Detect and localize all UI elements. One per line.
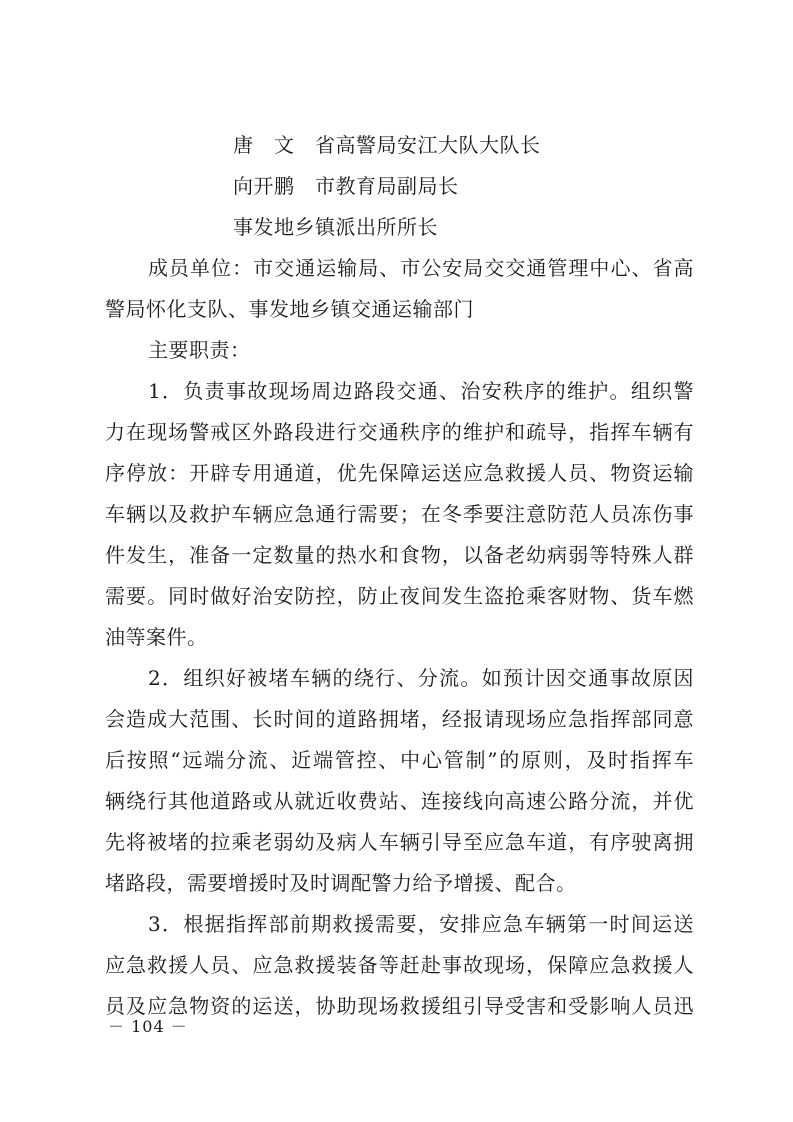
item2-line-3: 后按照“远端分流、近端管控、中心管制”的原则，及时指挥车 bbox=[105, 748, 694, 772]
item2-line-4: 辆绕行其他道路或从就近收费站、连接线向高速公路分流，并优 bbox=[105, 789, 694, 813]
leader-line-2: 向开鹏 市教育局副局长 bbox=[233, 174, 459, 198]
item2-line-5: 先将被堵的拉乘老弱幼及病人车辆引导至应急车道，有序驶离拥 bbox=[105, 830, 694, 854]
item3-line-3: 员及应急物资的运送，协助现场救援组引导受害和受影响人员迅 bbox=[105, 994, 694, 1018]
item3-line-2: 应急救援人员、应急救援装备等赶赴事故现场，保障应急救援人 bbox=[105, 953, 694, 977]
member-units-line-2: 警局怀化支队、事发地乡镇交通运输部门 bbox=[105, 297, 474, 321]
item1-line-1: 1．负责事故现场周边路段交通、治安秩序的维护。组织警 bbox=[148, 379, 694, 403]
item1-line-3: 序停放：开辟专用通道，优先保障运送应急救援人员、物资运输 bbox=[105, 461, 694, 485]
item1-line-4: 车辆以及救护车辆应急通行需要；在冬季要注意防范人员冻伤事 bbox=[105, 502, 694, 526]
item2-line-1: 2．组织好被堵车辆的绕行、分流。如预计因交通事故原因 bbox=[148, 666, 694, 690]
item3-line-1: 3．根据指挥部前期救援需要，安排应急车辆第一时间运送 bbox=[148, 912, 694, 936]
item2-line-2: 会造成大范围、长时间的道路拥堵，经报请现场应急指挥部同意 bbox=[105, 707, 694, 731]
item1-line-5: 件发生，准备一定数量的热水和食物，以备老幼病弱等特殊人群 bbox=[105, 543, 694, 567]
item1-line-7: 油等案件。 bbox=[105, 625, 208, 649]
member-units-line-1: 成员单位：市交通运输局、市公安局交交通管理中心、省高 bbox=[148, 256, 694, 280]
item1-line-6: 需要。同时做好治安防控，防止夜间发生盗抢乘客财物、货车燃 bbox=[105, 584, 694, 608]
item2-line-6: 堵路段，需要增援时及时调配警力给予增援、配合。 bbox=[105, 871, 577, 895]
page-number: － 104 － bbox=[108, 1017, 188, 1036]
duties-heading: 主要职责： bbox=[148, 338, 251, 362]
item1-line-2: 力在现场警戒区外路段进行交通秩序的维护和疏导，指挥车辆有 bbox=[105, 420, 694, 444]
leader-line-1: 唐 文 省高警局安江大队大队长 bbox=[233, 133, 541, 157]
leader-line-3: 事发地乡镇派出所所长 bbox=[233, 215, 438, 239]
